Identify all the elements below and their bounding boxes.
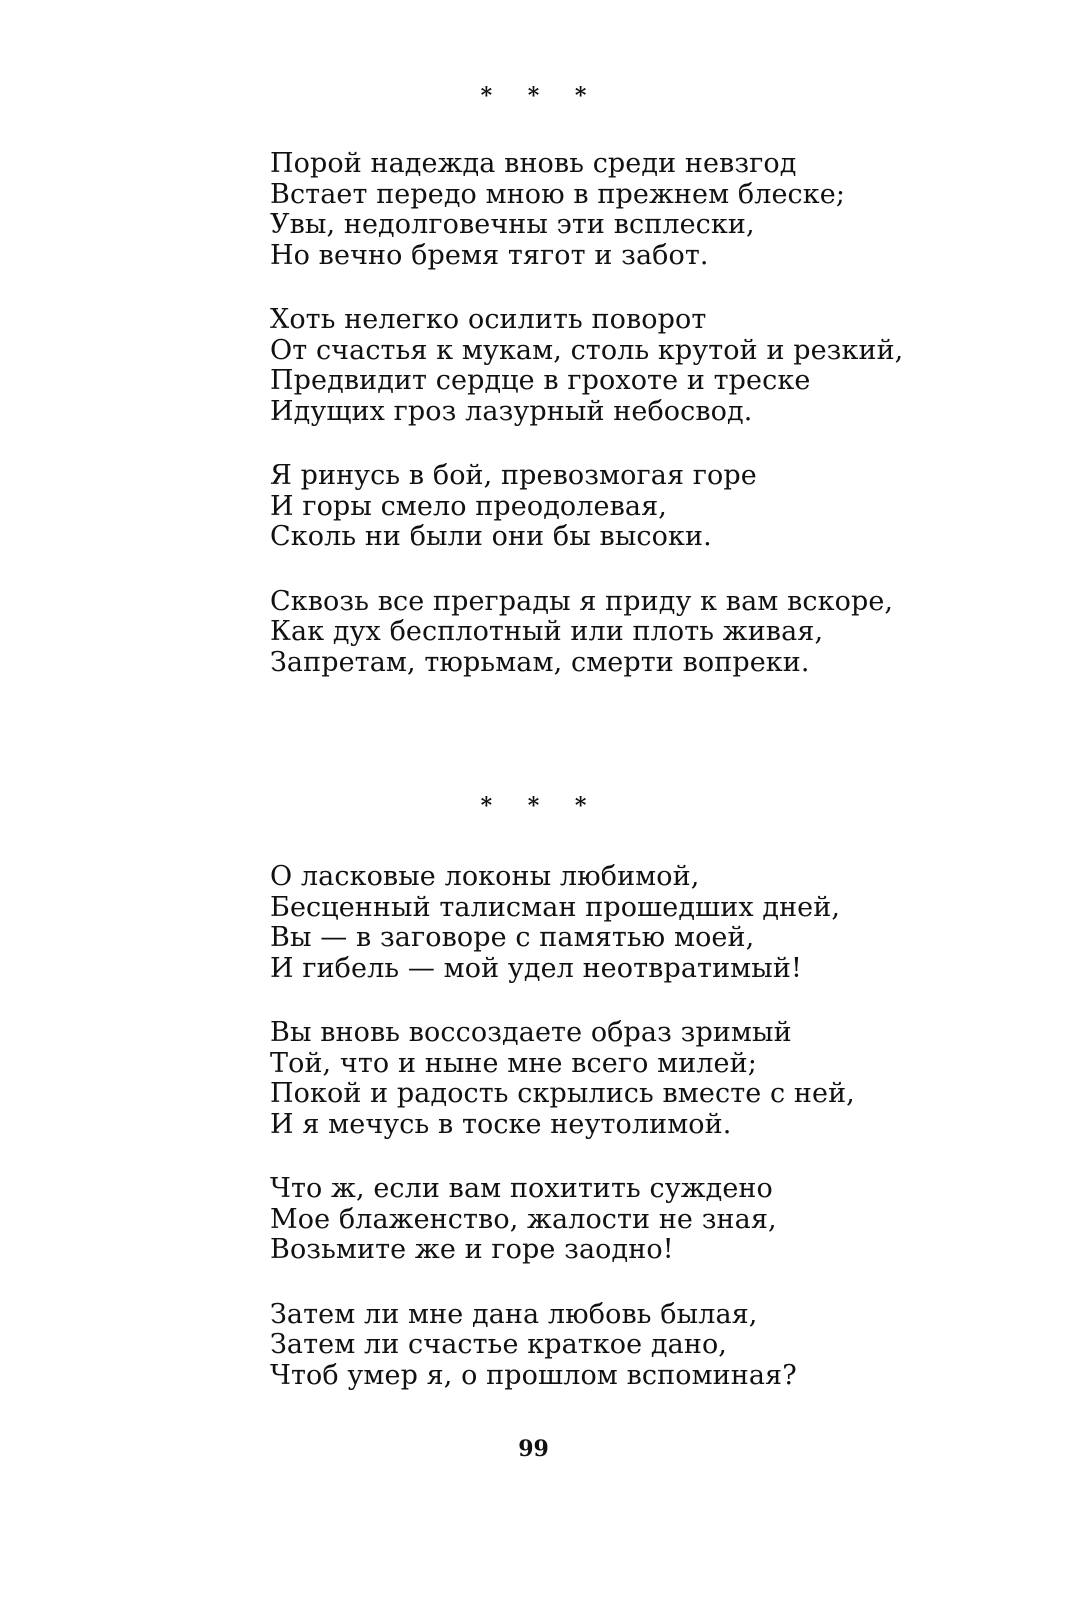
page-number: 99 (518, 1436, 549, 1462)
poem-line: Сквозь все преграды я приду к вам вскоре, (270, 585, 894, 617)
poem-line: И я мечусь в тоске неутолимой. (270, 1108, 732, 1140)
poem-line: И гибель — мой удел неотвратимый! (270, 952, 802, 984)
poem-line: Порой надежда вновь среди невзгод (270, 148, 797, 179)
poem-1-stanza-2 (270, 305, 1030, 427)
poem-1-stanza-4 (270, 587, 1030, 679)
poem-line: Покой и радость скрылись вместе с ней, (270, 1078, 855, 1109)
poem-line: Но вечно бремя тягот и забот. (270, 239, 709, 271)
poem-line: Хоть нелегко осилить поворот (270, 304, 707, 335)
poem-line: И горы смело преодолевая, (270, 490, 667, 522)
poem-line: Бесценный талисман прошедших дней, (270, 891, 841, 923)
poem-2 (270, 862, 1030, 1425)
poem-line: Запретам, тюрьмам, смерти вопреки. (270, 646, 810, 678)
poem-line: Что ж, если вам похитить суждено (270, 1173, 773, 1204)
poem-line: Встает передо мною в прежнем блеске; (270, 178, 846, 210)
poem-1-stanza-1 (270, 149, 1030, 271)
poem-1-stanza-3 (270, 461, 1030, 553)
poem-line: Как дух бесплотный или плоть живая, (270, 616, 824, 647)
poem-line: Той, что и ныне мне всего милей; (270, 1047, 757, 1079)
poem-line: Мое блаженство, жалости не зная, (270, 1203, 777, 1235)
poem-line: О ласковые локоны любимой, (270, 861, 700, 892)
poem-line: От счастья к мукам, столь крутой и резкий, (270, 334, 904, 366)
poem-line: Затем ли счастье краткое дано, (270, 1329, 727, 1360)
poem-2-stanza-3 (270, 1174, 1030, 1266)
poem-1 (270, 149, 1030, 712)
poem-2-stanza-2 (270, 1018, 1030, 1140)
poem-line: Предвидит сердце в грохоте и треске (270, 365, 811, 396)
poem-line: Вы вновь воссоздаете образ зримый (270, 1017, 792, 1048)
poem-line: Затем ли мне дана любовь былая, (270, 1298, 758, 1330)
poem-2-stanza-4 (270, 1300, 1030, 1392)
poem-2-separator: * * * (480, 793, 601, 819)
poem-line: Увы, недолговечны эти всплески, (270, 209, 755, 240)
poem-line: Идущих гроз лазурный небосвод. (270, 395, 753, 427)
poem-line: Чтоб умер я, о прошлом вспоминая? (270, 1359, 797, 1391)
poem-line: Вы — в заговоре с памятью моей, (270, 922, 755, 953)
poem-2-stanza-1 (270, 862, 1030, 984)
poem-line: Сколь ни были они бы высоки. (270, 521, 712, 552)
poem-line: Я ринусь в бой, превозмогая горе (270, 460, 757, 491)
poem-line: Возьмите же и горе заодно! (270, 1234, 674, 1265)
poem-1-separator: * * * (480, 83, 601, 109)
